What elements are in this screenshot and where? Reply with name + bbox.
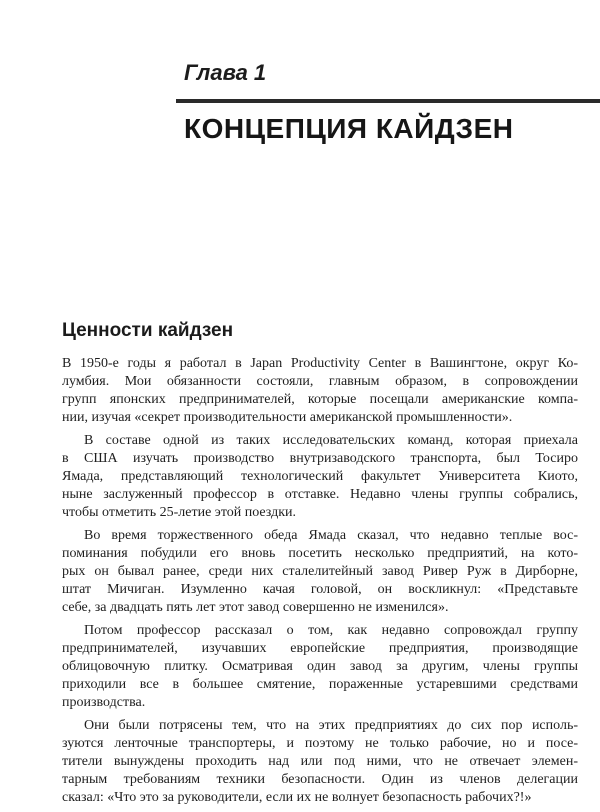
chapter-title: КОНЦЕПЦИЯ КАЙДЗЕН: [184, 113, 514, 144]
text-line: предпринимателей, изучавших европейские предприятия, производящие: [62, 641, 578, 656]
text-line: зуются ленточные транспортеры, и поэтому не только рабочие, но и посе-: [62, 736, 578, 751]
paragraph-4: [62, 622, 578, 712]
paragraph-1: [62, 355, 578, 427]
text-line: Во время торжественного обеда Ямада сказал, что недавно теплые вос-: [84, 528, 578, 543]
body-text: [62, 355, 578, 812]
paragraph-3: [62, 527, 578, 617]
text-line: поминания побудили его вновь посетить несколько предприятий, на кото-: [62, 546, 578, 561]
section-heading: Ценности кайдзен: [62, 320, 234, 341]
text-line: Потом профессор рассказал о том, как недавно сопровождал группу: [84, 623, 578, 638]
text-line: ныне заслуженный профессор в отставке. Недавно члены группы собрались,: [62, 487, 578, 502]
text-line: облицовочную плитку. Осматривая один завод за другим, члены группы: [62, 659, 578, 674]
text-line: тители вынуждены проходить над или под ними, что не отвечает элемен-: [62, 754, 578, 769]
text-line: сказал: «Что это за руководители, если их не волнует безопасность рабочих?!»: [62, 790, 532, 805]
text-line: Они были потрясены тем, что на этих предприятиях до сих пор исполь-: [84, 718, 578, 733]
chapter-divider: [176, 99, 600, 103]
text-line: приходили все в большее смятение, пораженные устаревшими средствами: [62, 677, 578, 692]
text-line: себе, за двадцать пять лет этот завод совершенно не изменился».: [62, 600, 449, 615]
text-line: штат Мичиган. Изумленно качая головой, он воскликнул: «Представьте: [62, 582, 578, 597]
text-line: чтобы отметить 25-летие этой поездки.: [62, 505, 296, 520]
text-line: тарным требованиям техники безопасности. Один из членов делегации: [62, 772, 578, 787]
text-line: групп японских предпринимателей, которые посещали американские компа-: [62, 392, 578, 407]
text-line: лумбия. Мои обязанности состояли, главным образом, в сопровождении: [62, 374, 578, 389]
text-line: нии, изучая «секрет производительности американской промышленности».: [62, 410, 513, 425]
text-line: рых он бывал ранее, среди них сталелитейный завод Ривер Руж в Дирборне,: [62, 564, 578, 579]
paragraph-2: [62, 432, 578, 522]
text-line: В составе одной из таких исследовательских команд, которая приехала: [84, 433, 578, 448]
text-line: Ямада, представляющий технологический факультет Университета Киото,: [62, 469, 578, 484]
chapter-label: Глава 1: [184, 60, 267, 85]
paragraph-5: [62, 717, 578, 807]
text-line: производства.: [62, 695, 146, 710]
text-line: в США изучать производство внутризаводского транспорта, был Тосиро: [62, 451, 578, 466]
text-line: В 1950-е годы я работал в Japan Productivity Center в Вашингтоне, округ Ко-: [62, 356, 578, 371]
